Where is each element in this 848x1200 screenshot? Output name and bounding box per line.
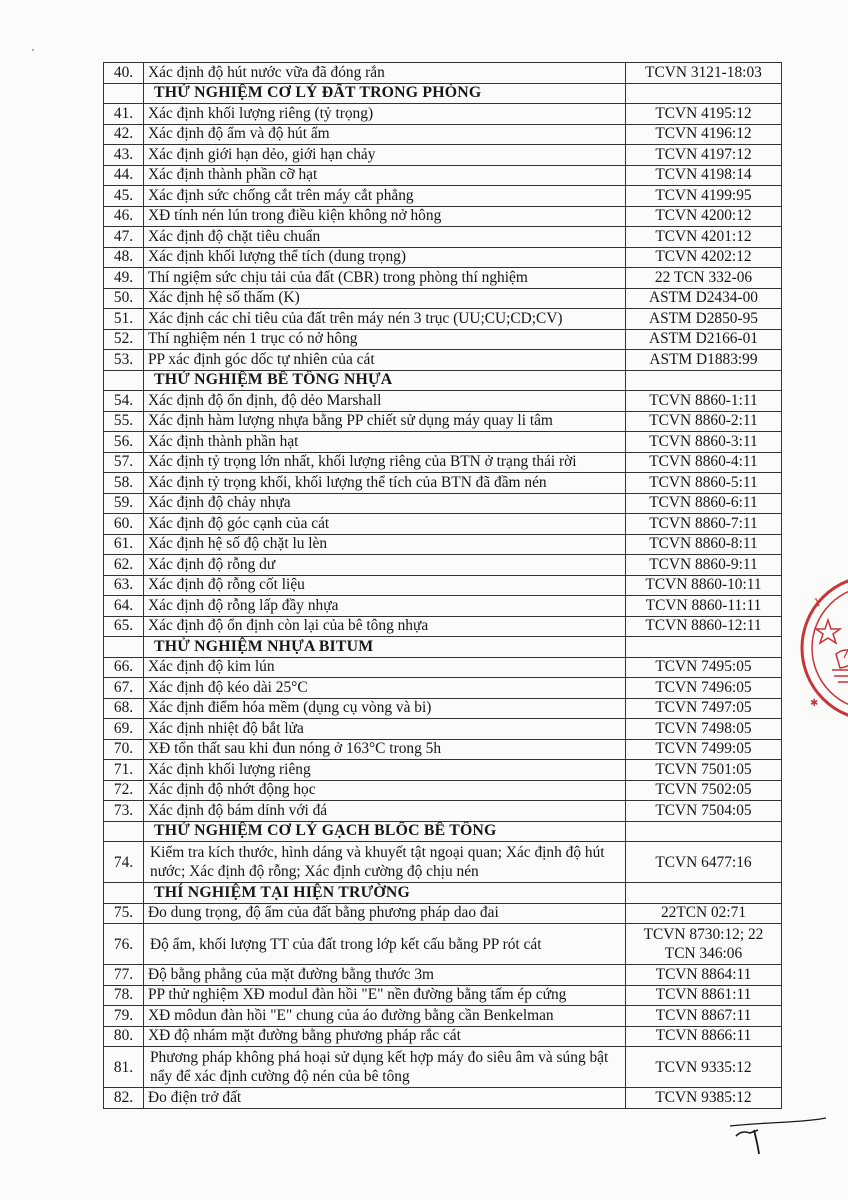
section-title: THỬ NGHIỆM CƠ LÝ ĐẤT TRONG PHÒNG	[144, 83, 626, 104]
empty-cell	[626, 637, 782, 658]
row-number: 46.	[104, 206, 144, 227]
standard-code: TCVN 9335:12	[626, 1047, 782, 1088]
row-number: 71.	[104, 760, 144, 781]
table-row	[104, 432, 782, 453]
section-header-row	[104, 83, 782, 104]
test-name: Xác định hệ số thấm (K)	[144, 288, 626, 309]
row-number: 64.	[104, 596, 144, 617]
row-number: 55.	[104, 411, 144, 432]
table-body	[104, 63, 782, 1109]
table-row	[104, 678, 782, 699]
empty-cell	[626, 83, 782, 104]
row-number: 62.	[104, 555, 144, 576]
row-number: 81.	[104, 1047, 144, 1088]
row-number: 51.	[104, 309, 144, 330]
row-number: 72.	[104, 780, 144, 801]
table-row	[104, 227, 782, 248]
standard-code: TCVN 8860-8:11	[626, 534, 782, 555]
test-name: XĐ môdun đàn hồi "E" chung của áo đường bằng cần Benkelman	[144, 1006, 626, 1027]
empty-cell	[626, 883, 782, 904]
standard-code: TCVN 7501:05	[626, 760, 782, 781]
table-row	[104, 1026, 782, 1047]
test-name: Xác định thành phần hạt	[144, 432, 626, 453]
standard-code: TCVN 4200:12	[626, 206, 782, 227]
row-number: 49.	[104, 268, 144, 289]
empty-cell	[104, 637, 144, 658]
standard-code: TCVN 8860-1:11	[626, 391, 782, 412]
test-name: Độ bằng phẳng của mặt đường bằng thước 3m	[144, 965, 626, 986]
table-row	[104, 391, 782, 412]
section-header-row	[104, 883, 782, 904]
test-name: Xác định khối lượng riêng	[144, 760, 626, 781]
test-name: Xác định tỷ trọng khối, khối lượng thể tích của BTN đã đầm nén	[144, 473, 626, 494]
table-row	[104, 575, 782, 596]
row-number: 67.	[104, 678, 144, 699]
row-number: 47.	[104, 227, 144, 248]
section-header-row	[104, 637, 782, 658]
standard-code: TCVN 4197:12	[626, 145, 782, 166]
table-row	[104, 985, 782, 1006]
standard-code: TCVN 8860-12:11	[626, 616, 782, 637]
row-number: 58.	[104, 473, 144, 494]
test-name: Kiểm tra kích thước, hình dáng và khuyết tật ngoại quan; Xác định độ hút nước; Xác định độ rỗng; Xác định cường độ chịu nén	[144, 842, 626, 883]
standard-code: TCVN 4199:95	[626, 186, 782, 207]
table-row	[104, 309, 782, 330]
row-number: 45.	[104, 186, 144, 207]
row-number: 43.	[104, 145, 144, 166]
test-name: Xác định khối lượng thể tích (dung trọng)	[144, 247, 626, 268]
row-number: 82.	[104, 1088, 144, 1109]
standard-code: 22TCN 02:71	[626, 903, 782, 924]
standard-code: TCVN 8866:11	[626, 1026, 782, 1047]
test-name: XĐ tổn thất sau khi đun nóng ở 163°C trong 5h	[144, 739, 626, 760]
table-row	[104, 493, 782, 514]
standard-code: TCVN 4201:12	[626, 227, 782, 248]
table-row	[104, 842, 782, 883]
test-name: Xác định độ rỗng lấp đầy nhựa	[144, 596, 626, 617]
row-number: 73.	[104, 801, 144, 822]
row-number: 76.	[104, 924, 144, 965]
test-name: Xác định thành phần cỡ hạt	[144, 165, 626, 186]
table-row	[104, 657, 782, 678]
empty-cell	[626, 821, 782, 842]
test-name: Xác định nhiệt độ bắt lửa	[144, 719, 626, 740]
empty-cell	[104, 83, 144, 104]
table-row	[104, 1006, 782, 1027]
table-row	[104, 206, 782, 227]
table-row	[104, 186, 782, 207]
test-name: XĐ tính nén lún trong điều kiện không nở hông	[144, 206, 626, 227]
row-number: 75.	[104, 903, 144, 924]
table-row	[104, 145, 782, 166]
table-row	[104, 739, 782, 760]
test-name: Xác định độ kim lún	[144, 657, 626, 678]
test-name: Xác định độ ổn định còn lại của bê tông nhựa	[144, 616, 626, 637]
test-name: Xác định hệ số độ chặt lu lèn	[144, 534, 626, 555]
table-row	[104, 780, 782, 801]
standard-code: TCVN 7496:05	[626, 678, 782, 699]
standard-code: TCVN 6477:16	[626, 842, 782, 883]
test-name: Xác định độ rỗng dư	[144, 555, 626, 576]
table-row	[104, 247, 782, 268]
table-row	[104, 1047, 782, 1088]
test-name: Thí nghiệm nén 1 trục có nở hông	[144, 329, 626, 350]
test-name: Xác định giới hạn dẻo, giới hạn chảy	[144, 145, 626, 166]
row-number: 70.	[104, 739, 144, 760]
empty-cell	[104, 821, 144, 842]
row-number: 80.	[104, 1026, 144, 1047]
standard-code: ASTM D2166-01	[626, 329, 782, 350]
test-name: Xác định các chỉ tiêu của đất trên máy nén 3 trục (UU;CU;CD;CV)	[144, 309, 626, 330]
test-name: Độ ẩm, khối lượng TT của đất trong lớp kết cấu bằng PP rót cát	[144, 924, 626, 965]
row-number: 52.	[104, 329, 144, 350]
table-row	[104, 165, 782, 186]
signature-mark	[728, 1108, 828, 1158]
table-row	[104, 124, 782, 145]
standard-code: TCVN 9385:12	[626, 1088, 782, 1109]
row-number: 66.	[104, 657, 144, 678]
row-number: 74.	[104, 842, 144, 883]
table-row	[104, 924, 782, 965]
row-number: 63.	[104, 575, 144, 596]
test-name: Thí ngiệm sức chịu tải của đất (CBR) trong phòng thí nghiệm	[144, 268, 626, 289]
table-row	[104, 104, 782, 125]
row-number: 68.	[104, 698, 144, 719]
standard-code: TCVN 8860-6:11	[626, 493, 782, 514]
test-name: PP thử nghiệm XĐ modul đàn hồi "E" nền đường bằng tấm ép cứng	[144, 985, 626, 1006]
row-number: 78.	[104, 985, 144, 1006]
row-number: 77.	[104, 965, 144, 986]
standard-code: TCVN 8860-5:11	[626, 473, 782, 494]
standard-code: TCVN 4202:12	[626, 247, 782, 268]
table-row	[104, 350, 782, 371]
svg-text:✱: ✱	[810, 698, 819, 709]
row-number: 56.	[104, 432, 144, 453]
table-row	[104, 329, 782, 350]
standard-code: ASTM D1883:99	[626, 350, 782, 371]
table-row	[104, 268, 782, 289]
row-number: 65.	[104, 616, 144, 637]
table-row	[104, 596, 782, 617]
standard-code: TCVN 4196:12	[626, 124, 782, 145]
row-number: 61.	[104, 534, 144, 555]
standard-code: TCVN 4195:12	[626, 104, 782, 125]
standard-code: TCVN 7499:05	[626, 739, 782, 760]
row-number: 60.	[104, 514, 144, 535]
test-name: Xác định hàm lượng nhựa bằng PP chiết sử dụng máy quay li tâm	[144, 411, 626, 432]
standard-code: TCVN 8867:11	[626, 1006, 782, 1027]
standard-code: ASTM D2434-00	[626, 288, 782, 309]
row-number: 50.	[104, 288, 144, 309]
test-name: Xác định độ bám dính với đá	[144, 801, 626, 822]
table-row	[104, 452, 782, 473]
standard-code: TCVN 4198:14	[626, 165, 782, 186]
table-row	[104, 760, 782, 781]
row-number: 53.	[104, 350, 144, 371]
test-name: Xác định độ kéo dài 25°C	[144, 678, 626, 699]
standard-code: TCVN 7497:05	[626, 698, 782, 719]
row-number: 40.	[104, 63, 144, 84]
test-name: Xác định khối lượng riêng (tỷ trọng)	[144, 104, 626, 125]
row-number: 69.	[104, 719, 144, 740]
test-name: Xác định độ hút nước vữa đã đóng rắn	[144, 63, 626, 84]
test-name: Xác định sức chống cắt trên máy cắt phẳng	[144, 186, 626, 207]
test-name: Xác định độ ổn định, độ dẻo Marshall	[144, 391, 626, 412]
table-row	[104, 719, 782, 740]
standard-code: TCVN 8860-11:11	[626, 596, 782, 617]
test-name: Đo dung trọng, độ ẩm của đất bằng phương pháp dao đai	[144, 903, 626, 924]
standard-code: TCVN 8860-7:11	[626, 514, 782, 535]
row-number: 59.	[104, 493, 144, 514]
test-name: PP xác định góc dốc tự nhiên của cát	[144, 350, 626, 371]
standard-code: TCVN 8860-3:11	[626, 432, 782, 453]
standard-code: TCVN 8860-4:11	[626, 452, 782, 473]
table-row	[104, 903, 782, 924]
test-standards-table	[103, 62, 782, 1109]
standard-code: TCVN 7504:05	[626, 801, 782, 822]
standard-code: ASTM D2850-95	[626, 309, 782, 330]
table-row	[104, 473, 782, 494]
standard-code: TCVN 8860-10:11	[626, 575, 782, 596]
test-name: Xác định độ chặt tiêu chuẩn	[144, 227, 626, 248]
test-name: Xác định điểm hóa mềm (dụng cụ vòng và bi)	[144, 698, 626, 719]
table-row	[104, 411, 782, 432]
standards-table-container	[103, 62, 781, 1109]
row-number: 54.	[104, 391, 144, 412]
standard-code: TCVN 7495:05	[626, 657, 782, 678]
table-row	[104, 514, 782, 535]
test-name: Xác định độ chảy nhựa	[144, 493, 626, 514]
table-row	[104, 288, 782, 309]
standard-code: 22 TCN 332-06	[626, 268, 782, 289]
test-name: Xác định độ nhớt động học	[144, 780, 626, 801]
section-title: THỬ NGHIỆM NHỰA BITUM	[144, 637, 626, 658]
row-number: 57.	[104, 452, 144, 473]
empty-cell	[626, 370, 782, 391]
section-header-row	[104, 370, 782, 391]
test-name: Xác định tỷ trọng lớn nhất, khối lượng riêng của BTN ở trạng thái rời	[144, 452, 626, 473]
table-row	[104, 616, 782, 637]
row-number: 42.	[104, 124, 144, 145]
test-name: XĐ độ nhám mặt đường bằng phương pháp rắc cát	[144, 1026, 626, 1047]
row-number: 44.	[104, 165, 144, 186]
table-row	[104, 1088, 782, 1109]
standard-code: TCVN 8730:12; 22 TCN 346:06	[626, 924, 782, 965]
table-row	[104, 801, 782, 822]
test-name: Phương pháp không phá hoại sử dụng kết hợp máy đo siêu âm và súng bật nẩy để xác định cường độ nén của bê tông	[144, 1047, 626, 1088]
section-title: THỬ NGHIỆM CƠ LÝ GẠCH BLỐC BÊ TÔNG	[144, 821, 626, 842]
test-name: Đo điện trở đất	[144, 1088, 626, 1109]
svg-text:Y: Y	[814, 595, 823, 609]
row-number: 41.	[104, 104, 144, 125]
standard-code: TCVN 7502:05	[626, 780, 782, 801]
table-row	[104, 698, 782, 719]
section-header-row	[104, 821, 782, 842]
test-name: Xác định độ góc cạnh của cát	[144, 514, 626, 535]
standard-code: TCVN 3121-18:03	[626, 63, 782, 84]
section-title: THỬ NGHIỆM BÊ TÔNG NHỰA	[144, 370, 626, 391]
empty-cell	[104, 370, 144, 391]
red-seal-stamp	[796, 568, 848, 728]
standard-code: TCVN 8861:11	[626, 985, 782, 1006]
standard-code: TCVN 8860-2:11	[626, 411, 782, 432]
table-row	[104, 555, 782, 576]
standard-code: TCVN 8860-9:11	[626, 555, 782, 576]
row-number: 48.	[104, 247, 144, 268]
test-name: Xác định độ rỗng cốt liệu	[144, 575, 626, 596]
standard-code: TCVN 7498:05	[626, 719, 782, 740]
table-row	[104, 965, 782, 986]
section-title: THÍ NGHIỆM TẠI HIỆN TRƯỜNG	[144, 883, 626, 904]
standard-code: TCVN 8864:11	[626, 965, 782, 986]
row-number: 79.	[104, 1006, 144, 1027]
table-row	[104, 63, 782, 84]
empty-cell	[104, 883, 144, 904]
scan-speck	[30, 40, 36, 46]
table-row	[104, 534, 782, 555]
test-name: Xác định độ ẩm và độ hút ẩm	[144, 124, 626, 145]
